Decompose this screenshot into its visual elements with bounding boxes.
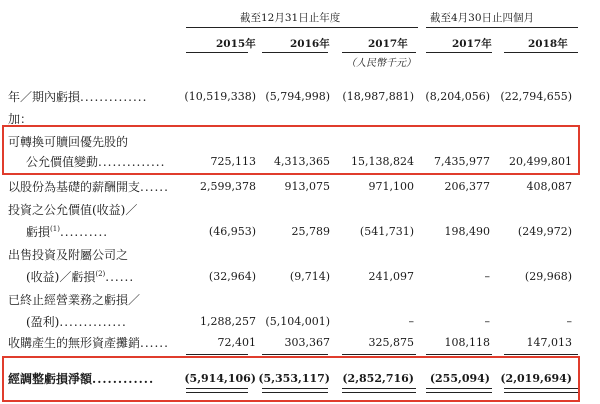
cell: 1,288,257 (200, 315, 256, 328)
row-fair-value-label: 公允價值變動.............. (26, 155, 166, 169)
cell: – (484, 315, 490, 328)
cell: (18,987,881) (342, 90, 414, 103)
cell: (29,968) (524, 270, 572, 283)
cell: 725,113 (210, 155, 256, 168)
cell: (5,104,001) (265, 315, 330, 328)
row-loss-label: 虧損$^{(1)}$.......... (26, 225, 109, 239)
cell: 15,138,824 (351, 155, 414, 168)
cell: 72,401 (217, 336, 256, 349)
cell: (249,972) (517, 225, 572, 238)
cell: – (484, 270, 490, 283)
cell: 198,490 (444, 225, 490, 238)
row-gain-loss-label: (收益)／虧損$^{(2)}$...... (26, 270, 135, 284)
cell: (5,914,106) (184, 372, 256, 385)
sub-rule-5 (504, 354, 578, 355)
row-add-label: 加： (8, 112, 33, 126)
row-share-based-label: 以股份為基礎的薪酬開支...... (8, 180, 169, 194)
cell: 7,435,977 (434, 155, 490, 168)
cell: 2,599,378 (200, 180, 256, 193)
sub-rule-2 (262, 354, 328, 355)
header-rule-2 (426, 27, 578, 28)
col-rule-5 (504, 52, 578, 53)
col-rule-1 (186, 52, 248, 53)
cell: 913,075 (284, 180, 330, 193)
cell: (2,019,694) (500, 372, 572, 385)
row-discontinued-label: 已終止經營業務之虧損／ (8, 293, 141, 307)
cell: (5,794,998) (265, 90, 330, 103)
row-investment-fv-label: 投資之公允價值(收益)／ (8, 203, 138, 217)
cell: 25,789 (291, 225, 330, 238)
cell: 206,377 (444, 180, 490, 193)
row-amortization-label: 收購產生的無形資產攤銷...... (8, 336, 169, 350)
row-profit-label: (盈利).............. (26, 315, 127, 329)
cell: (46,953) (208, 225, 256, 238)
cell: – (408, 315, 414, 328)
col-rule-4 (426, 52, 492, 53)
sub-rule-4 (426, 354, 492, 355)
row-adjusted-net-loss-label: 經調整虧損淨額............ (8, 372, 155, 386)
row-convertible-label: 可轉換可贖回優先股的 (8, 135, 129, 149)
cell: (255,094) (429, 372, 490, 385)
total-rule-5 (504, 388, 578, 393)
cell: 971,100 (368, 180, 414, 193)
cell: 147,013 (526, 336, 572, 349)
cell: 241,097 (368, 270, 414, 283)
cell: (5,353,117) (258, 372, 330, 385)
header-group-four-months: 截至4月30日止四個月 (430, 12, 535, 24)
total-rule-1 (186, 388, 248, 393)
cell: 325,875 (368, 336, 414, 349)
sub-rule-3 (342, 354, 416, 355)
year-2015: 2015年 (216, 38, 256, 50)
cell: (9,714) (289, 270, 330, 283)
cell: (2,852,716) (342, 372, 414, 385)
cell: (541,731) (359, 225, 414, 238)
cell: 303,367 (284, 336, 330, 349)
cell: (8,204,056) (425, 90, 490, 103)
col-rule-2 (262, 52, 328, 53)
row-disposal-label: 出售投資及附屬公司之 (8, 248, 129, 262)
header-rule-1 (186, 27, 418, 28)
year-2018: 2018年 (528, 38, 568, 50)
cell: 4,313,365 (274, 155, 330, 168)
col-rule-3 (342, 52, 416, 53)
year-2016: 2016年 (290, 38, 330, 50)
header-group-fiscal-year: 截至12月31日止年度 (240, 12, 341, 24)
cell: 108,118 (444, 336, 490, 349)
cell: (10,519,338) (184, 90, 256, 103)
row-net-loss-label: 年／期內虧損.............. (8, 90, 148, 104)
cell: – (566, 315, 572, 328)
sub-rule-1 (186, 354, 248, 355)
total-rule-2 (262, 388, 328, 393)
total-rule-4 (426, 388, 492, 393)
cell: 20,499,801 (509, 155, 572, 168)
total-rule-3 (342, 388, 416, 393)
cell: (22,794,655) (500, 90, 572, 103)
cell: 408,087 (526, 180, 572, 193)
cell: (32,964) (208, 270, 256, 283)
unit-label: （人民幣千元） (346, 58, 416, 69)
year-2017a: 2017年 (368, 38, 408, 50)
year-2017b: 2017年 (452, 38, 492, 50)
